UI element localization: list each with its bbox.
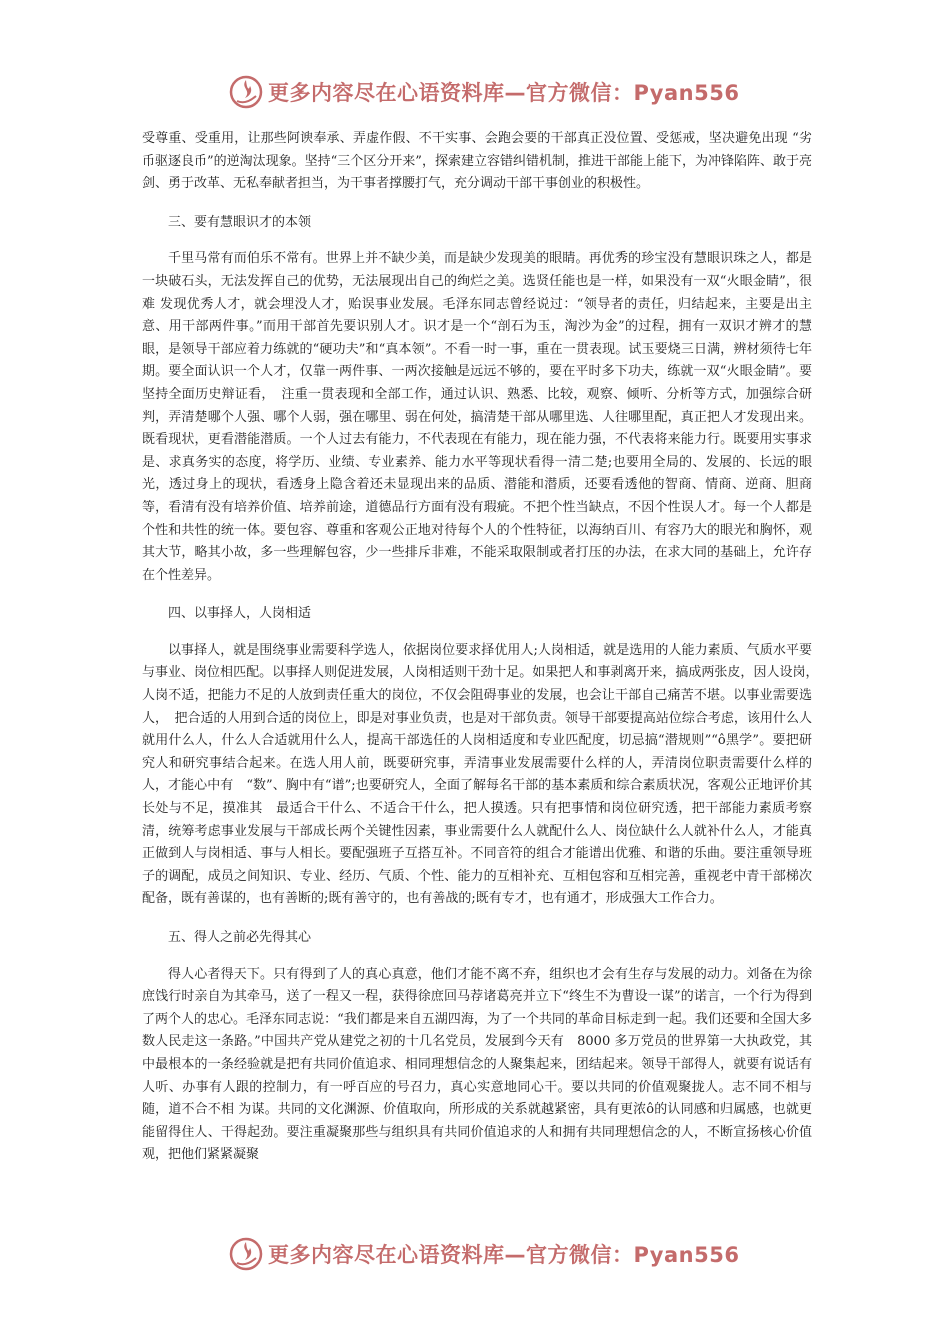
paragraph: 以事择人，就是围绕事业需要科学选人，依据岗位要求择优用人;人岗相适，就是选用的人能力素质、气质水平要与事业、岗位相匹配。以事择人则促进发展，人岗相适则干劲十足。如果把人和事剥离开来，搞成两张皮，因人设岗， 人岗不适，把能力不足的人放到责任重大的岗位，不仅会阻碍事业的发展，也会让干部自己痛苦不堪。以事业需要选人， 把合适的人用到合适的岗位上，即是对事业负责，也是对干部负责。领导干部要提高站位综合考虑，该用什么人就用什么人，什么人合适就用什么人，提高干部选任的人岗相适度和专业匹配度，切忌搞“潜规则”“ô黑学”。要把研究人和研究事结合起来。在选人用人前，既要研究事，弄清事业发展需要什么样的人，弄清岗位职责需要什么样的人，才能心中有 “数”、胸中有“谱”;也要研究人，全面了解每名干部的基本素质和综合素质状况，客观公正地评价其长处与不足，摸准其 最适合干什么、不适合干什么，把人摸透。只有把事情和岗位研究透，把干部能力素质考察清，统筹考虑事业发展与干部成长两个关键性因素，事业需要什么人就配什么人、岗位缺什么人就补什么人，才能真正做到人与岗相适、事与人相长。要配强班子互搭互补。不同音符的组合才能谱出优雅、和谐的乐曲。要注重领导班子的调配，成员之间知识、专业、经历、气质、个性、能力的互相补充、互相包容和互相完善，重视老中青干部梯次配备，既有善谋的，也有善断的;既有善守的，也有善战的;既有专才，也有通才，形成强大工作合力。 [142, 642, 826, 907]
banner-text: 更多内容尽在心语资料库—官方微信：Pyan556 [268, 1243, 740, 1267]
header-banner [228, 72, 748, 112]
banner-text: 更多内容尽在心语资料库—官方微信：Pyan556 [268, 81, 740, 105]
flame-logo-icon [228, 1236, 264, 1272]
paragraph: 得人心者得天下。只有得到了人的真心真意，他们才能不离不弃，组织也才会有生存与发展的动力。刘备在为徐庶饯行时亲自为其牵马，送了一程又一程，获得徐庶回马荐诸葛亮并立下“终生不为曹设一谋”的诺言，一个行为得到了两个人的忠心。毛泽东同志说：“我们都是来自五湖四海，为了一个共同的革命目标走到一起。我们还要和全国大多数人民走这一条路。”中国共产党从建党之初的十几名党员，发展到今天有 8000 多万党员的世界第一大执政党，其中最根本的一条经验就是把有共同价值追求、相同理想信念的人聚集起来，团结起来。领导干部得人，就要有说话有人听、办事有人跟的控制力，有一呼百应的号召力，真心实意地同心干。要以共同的价值观聚拢人。志不同不相与随，道不合不相 为谋。共同的文化渊源、价值取向，所形成的关系就越紧密，具有更浓ô的认同感和归属感，也就更能留得住人、干得起劲。要注重凝聚那些与组织具有共同价值追求的人和拥有共同理想信念的人，不断宣扬核心价值观，把他们紧紧凝聚 [142, 966, 812, 1163]
section-heading: 五、得人之前必先得其心 [168, 930, 312, 945]
flame-logo-icon [228, 74, 264, 110]
paragraph: 受尊重、受重用，让那些阿谀奉承、弄虚作假、不干实事、会跑会要的干部真正没位置、受惩戒，坚决避免出现 “劣币驱逐良币”的逆淘汰现象。坚持“三个区分开来”，探索建立容错纠错机制，推进干部能上能下，为冲锋陷阵、敢于亮剑、勇于改革、无私奉献者担当，为干事者撑腰打气，充分调动干部干事创业的积极性。 [142, 131, 812, 192]
document-body [142, 128, 826, 1167]
section-heading: 四、以事择人，人岗相适 [168, 606, 312, 622]
paragraph: 千里马常有而伯乐不常有。世界上并不缺少美，而是缺少发现美的眼睛。再优秀的珍宝没有慧眼识珠之人，都是 一块破石头，无法发挥自己的优势，无法展现出自己的绚烂之美。选贤任能也是一样，如果没有一双“火眼金睛”，很难 发现优秀人才，就会埋没人才，贻误事业发展。毛泽东同志曾经说过：“领导者的责任，归结起来，主要是出主意、用干部两件事。”而用干部首先要识别人才。识才是一个“剖石为玉，淘沙为金”的过程，拥有一双识才辨才的慧眼，是领导干部应着力练就的“硬功夫”和“真本领”。不看一时一事，重在一贯表现。试玉要烧三日满，辨材须待七年期。要全面认识一个人才，仅靠一两件事、一两次接触是远远不够的，要在平时多下功夫，练就一双“火眼金睛”。要坚持全面历史辩证看， 注重一贯表现和全部工作，通过认识、熟悉、比较，观察、倾听、分析等方式，加强综合研判，弄清楚哪个人强、哪个人弱，强在哪里、弱在何处，搞清楚干部从哪里选、人往哪里配，真正把人才发现出来。既看现状，更看潜能潜质。一个人过去有能力，不代表现在有能力，现在能力强，不代表将来能力行。既要用实事求是、求真务实的态度，将学历、业绩、专业素养、能力水平等现状看得一清二楚;也要用全局的、发展的、长远的眼光，透过身上的现状，看透身上隐含着还未显现出来的品质、潜能和潜质，还要看透他的智商、情商、逆商、胆商等，看清有没有培养价值、培养前途，道德品行方面有没有瑕疵。不把个性当缺点，不因个性误人才。每一个人都是个性和共性的统一体。要包容、尊重和客观公正地对待每个人的个性特征，以海纳百川、有容乃大的眼光和胸怀，观其大节，略其小故，多一些理解包容，少一些排斥非难，不能采取限制或者打压的办法，在求大同的基础上，允许存在个性差异。 [142, 251, 812, 583]
footer-banner [228, 1234, 748, 1274]
section-heading: 三、要有慧眼识才的本领 [168, 214, 312, 230]
